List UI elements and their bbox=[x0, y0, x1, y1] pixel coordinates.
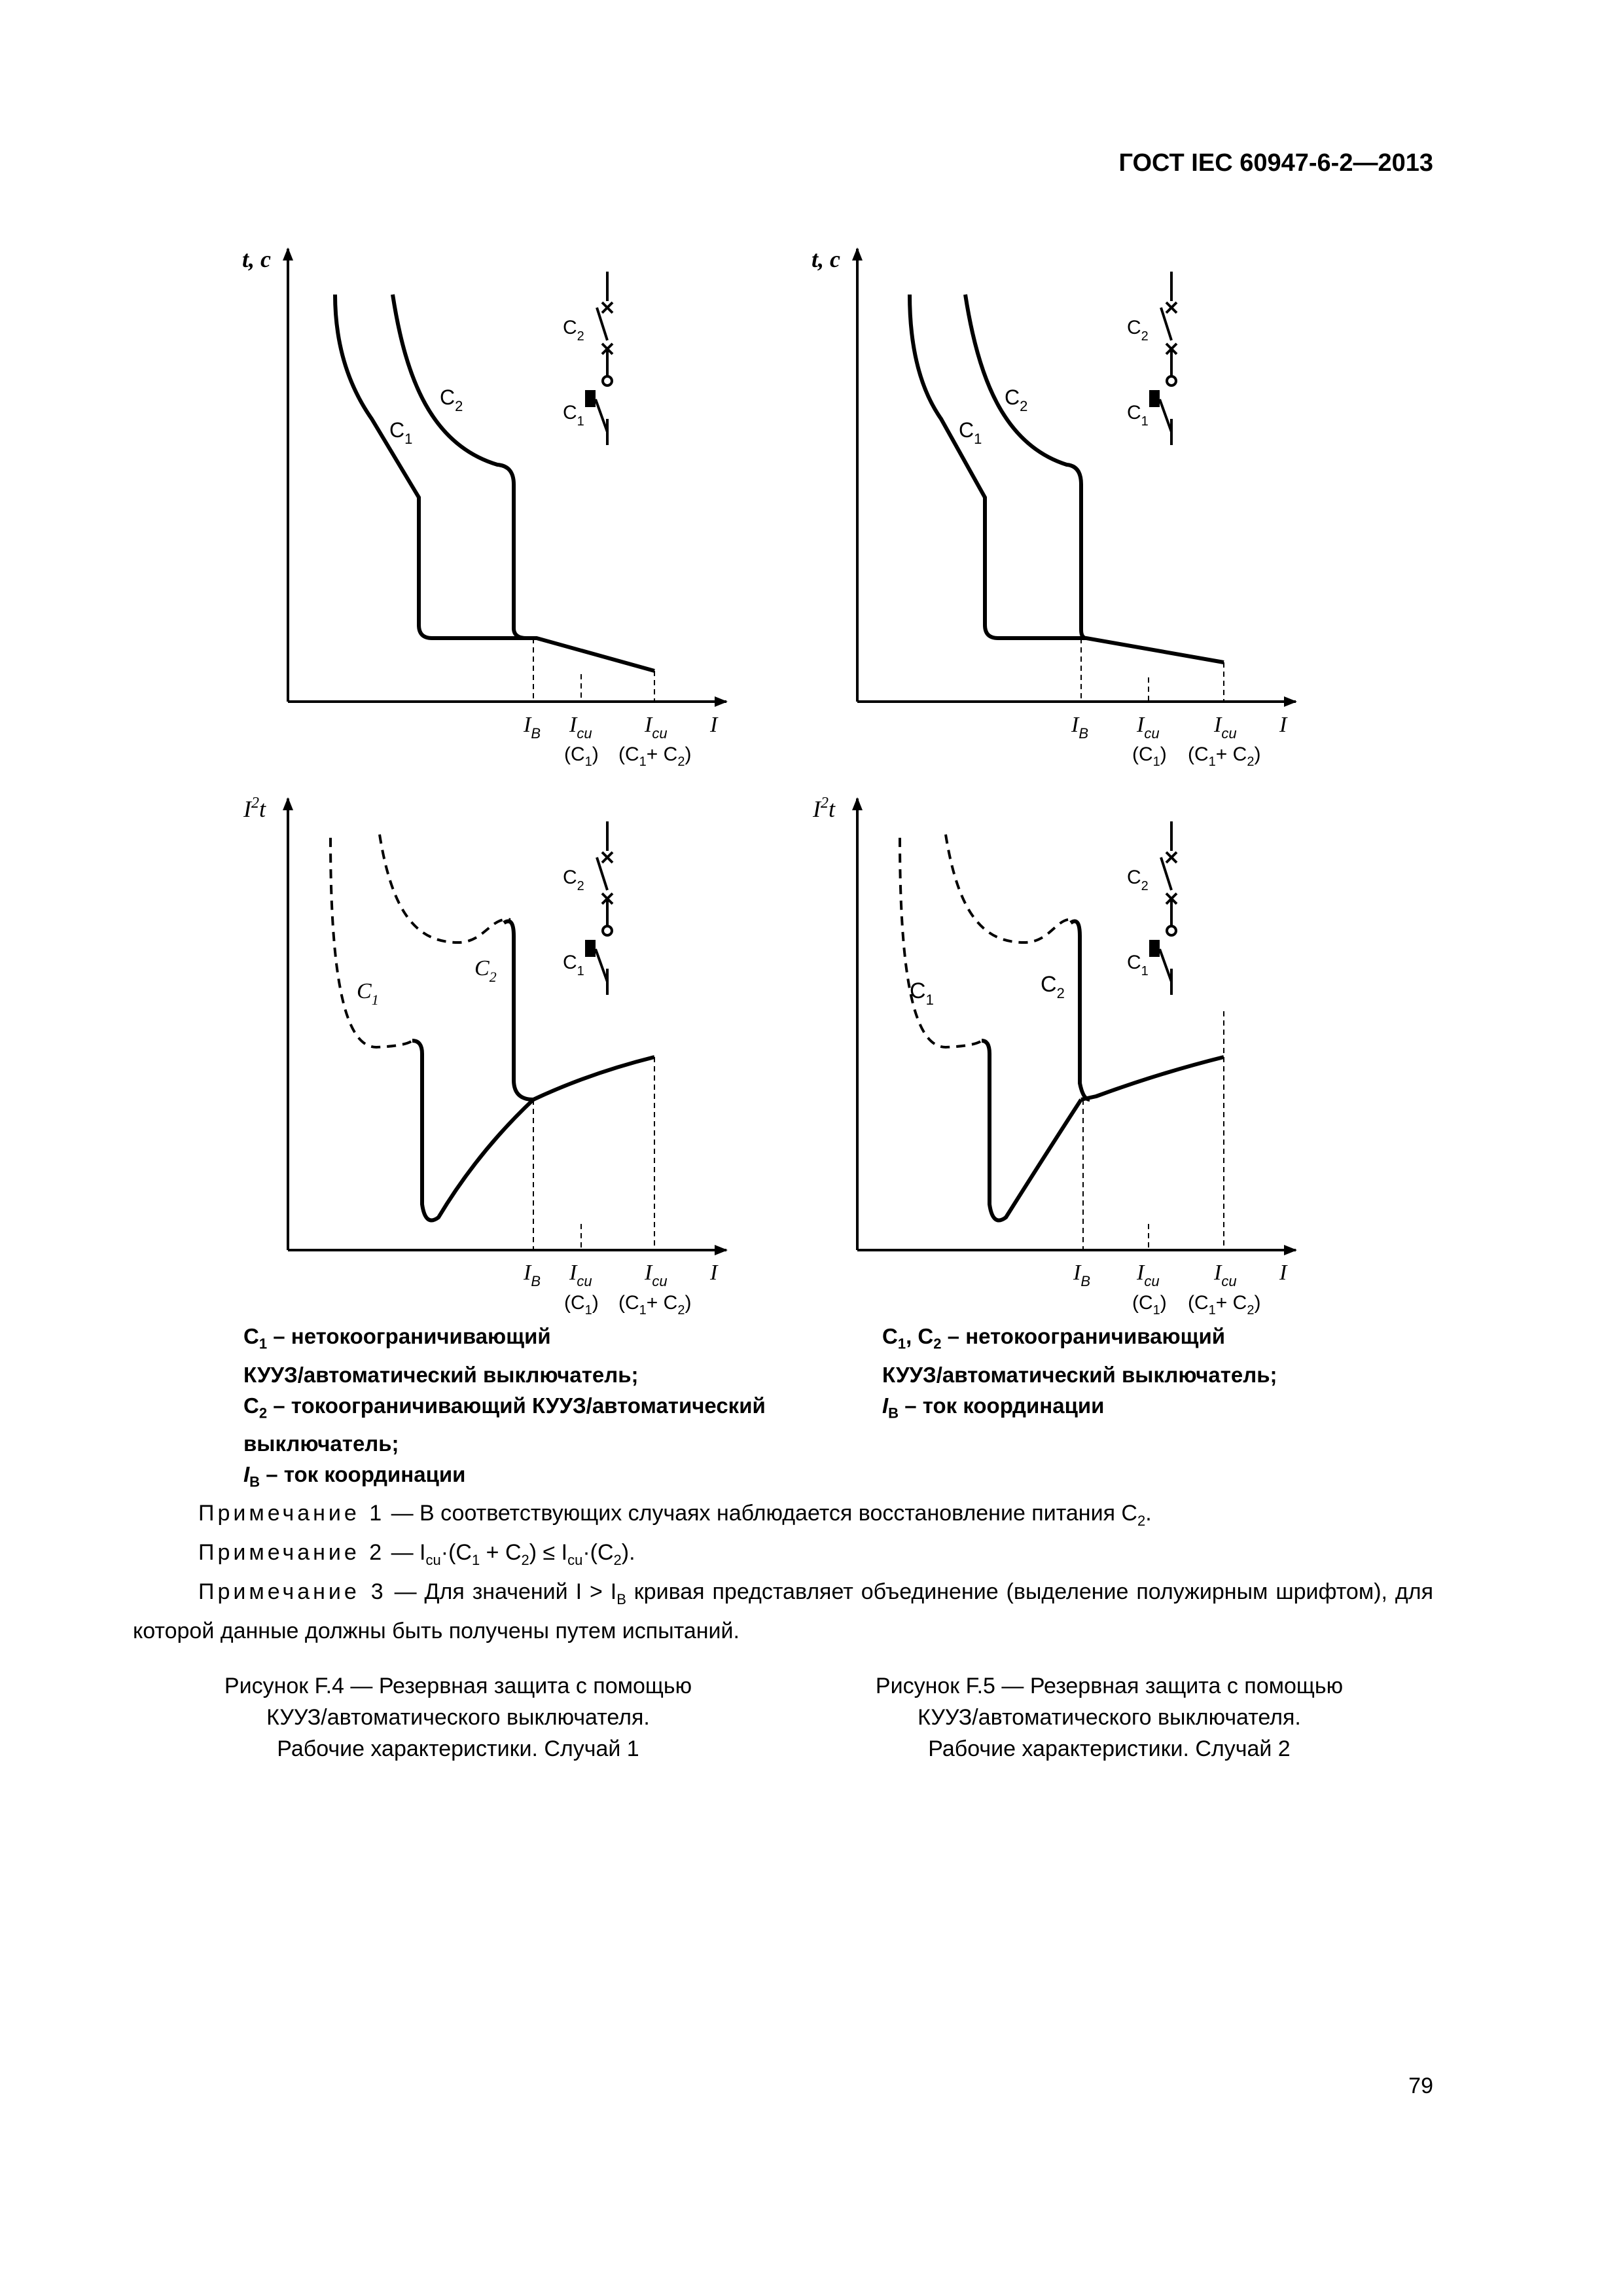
svg-text:C1: $C_1$ bbox=[910, 978, 934, 1008]
svg-text:C1: $C_1$ bbox=[563, 952, 584, 978]
svg-text:C2: $C_2$ bbox=[563, 867, 584, 893]
svg-text:Icu: $I_{cu}$ bbox=[1137, 713, 1160, 742]
curve-c1 bbox=[335, 295, 432, 638]
svg-text:I2t: $I^2t$ bbox=[813, 795, 836, 822]
breaker-symbol-icon bbox=[586, 821, 613, 995]
svg-text:(C1): $(C_1)$ bbox=[564, 744, 599, 769]
curve-c2 bbox=[393, 295, 537, 638]
svg-text:t, c bbox=[242, 246, 271, 272]
svg-text:(C1+ C2): $(C_1+ C_2)$ bbox=[1188, 1292, 1261, 1318]
note-2: Примечание 2 — $I_{cu}\cdot(C_1 + C_2) \le I_{cu}\cdot(C_2)$. bbox=[198, 1540, 635, 1568]
svg-text:IB: $I_B$ bbox=[524, 713, 541, 742]
svg-text:C1: $C_1$ bbox=[959, 418, 982, 447]
curve-combined bbox=[432, 638, 654, 671]
axis-label-t: t, c bbox=[242, 246, 271, 272]
page-number: 79 bbox=[1408, 2073, 1433, 2098]
legend-left: $C_1$ – нетокоограничивающий КУУЗ/автоматический выключатель; $C_2$ – токоограничивающий КУУЗ/автоматический выключатель; $I_B$ – ток координации bbox=[243, 1324, 766, 1490]
svg-text:IB: $I_B$ bbox=[524, 1261, 541, 1289]
svg-text:(C1+ C2): $(C_1+ C_2)$ bbox=[1188, 744, 1261, 769]
svg-text:C1: $C_1$ bbox=[1127, 402, 1149, 429]
breaker-symbol-icon bbox=[586, 272, 613, 445]
svg-text:C2: $C_2$ bbox=[1127, 317, 1149, 344]
svg-text:(C1+ C2): $(C_1+ C_2)$ bbox=[618, 1292, 692, 1318]
svg-text:t, c: t, c bbox=[812, 246, 840, 272]
svg-text:Icu: $I_{cu}$ bbox=[569, 1261, 592, 1289]
curve-label-c2: $C_2$ bbox=[440, 386, 463, 414]
svg-text:C2: $C_2$ bbox=[474, 956, 497, 985]
note-1: Примечание 1 — В соответствующих случаях наблюдается восстановление питания $C_2$. bbox=[198, 1501, 1152, 1529]
svg-text:C2: $C_2$ bbox=[1127, 867, 1149, 893]
note-3: Примечание 3 — Для значений $I > I_B$ кривая представляет объединение (выделение полужирным шрифтом), для которой данные должны быть получены путем испытаний. bbox=[133, 1579, 1433, 1643]
svg-text:C1: $C_1$ bbox=[563, 402, 584, 429]
chart-t-case2 bbox=[812, 246, 1296, 769]
chart-i2t-case2 bbox=[812, 795, 1296, 1318]
svg-text:I: I bbox=[1279, 1261, 1287, 1285]
svg-text:Icu: $I_{cu}$ bbox=[1214, 1261, 1237, 1289]
svg-text:IB: $I_B$ bbox=[1071, 713, 1089, 742]
svg-text:(C1): $(C_1)$ bbox=[564, 1292, 599, 1318]
svg-text:Icu: $I_{cu}$ bbox=[1214, 713, 1237, 742]
svg-text:C2: $C_2$ bbox=[563, 317, 584, 344]
breaker-symbol-icon bbox=[1150, 821, 1177, 995]
svg-text:C2: $C_2$ bbox=[1041, 972, 1065, 1001]
curve-label-c1: $C_1$ bbox=[389, 418, 413, 447]
svg-text:C1: $C_1$ bbox=[1127, 952, 1149, 978]
chart-t-case1 bbox=[242, 246, 726, 769]
svg-text:C1: $C_1$ bbox=[357, 979, 379, 1008]
svg-text:I: I bbox=[710, 1261, 718, 1285]
breaker-symbol-icon bbox=[1150, 272, 1177, 445]
legend-right: $C_1$, $C_2$ – нетокоограничивающий КУУЗ/автоматический выключатель; $I_B$ – ток координации bbox=[882, 1324, 1277, 1422]
svg-text:I2t: $I^2t$ bbox=[243, 795, 266, 822]
svg-text:Icu: $I_{cu}$ bbox=[645, 1261, 668, 1289]
svg-text:Icu: $I_{cu}$ bbox=[1137, 1261, 1160, 1289]
svg-text:Icu: $I_{cu}$ bbox=[645, 713, 668, 742]
svg-text:(C1+ C2): $(C_1+ C_2)$ bbox=[618, 744, 692, 769]
svg-text:I: I bbox=[1279, 713, 1287, 737]
figure-f4-caption: Рисунок F.4 — Резервная защита с помощью КУУЗ/автоматического выключателя. Рабочие характеристики. Случай 1 bbox=[224, 1674, 692, 1761]
figure-f5-caption: Рисунок F.5 — Резервная защита с помощью КУУЗ/автоматического выключателя. Рабочие характеристики. Случай 2 bbox=[875, 1674, 1344, 1761]
svg-text:IB: $I_B$ bbox=[1073, 1261, 1091, 1289]
svg-text:(C1): $(C_1)$ bbox=[1132, 744, 1167, 769]
svg-text:Icu: $I_{cu}$ bbox=[569, 713, 592, 742]
svg-text:I: I bbox=[710, 713, 718, 737]
document-header: ГОСТ IEC 60947-6-2—2013 bbox=[1118, 149, 1433, 177]
chart-i2t-case1 bbox=[243, 795, 726, 1318]
svg-text:C2: $C_2$ bbox=[1005, 386, 1028, 414]
svg-text:(C1): $(C_1)$ bbox=[1132, 1292, 1167, 1318]
